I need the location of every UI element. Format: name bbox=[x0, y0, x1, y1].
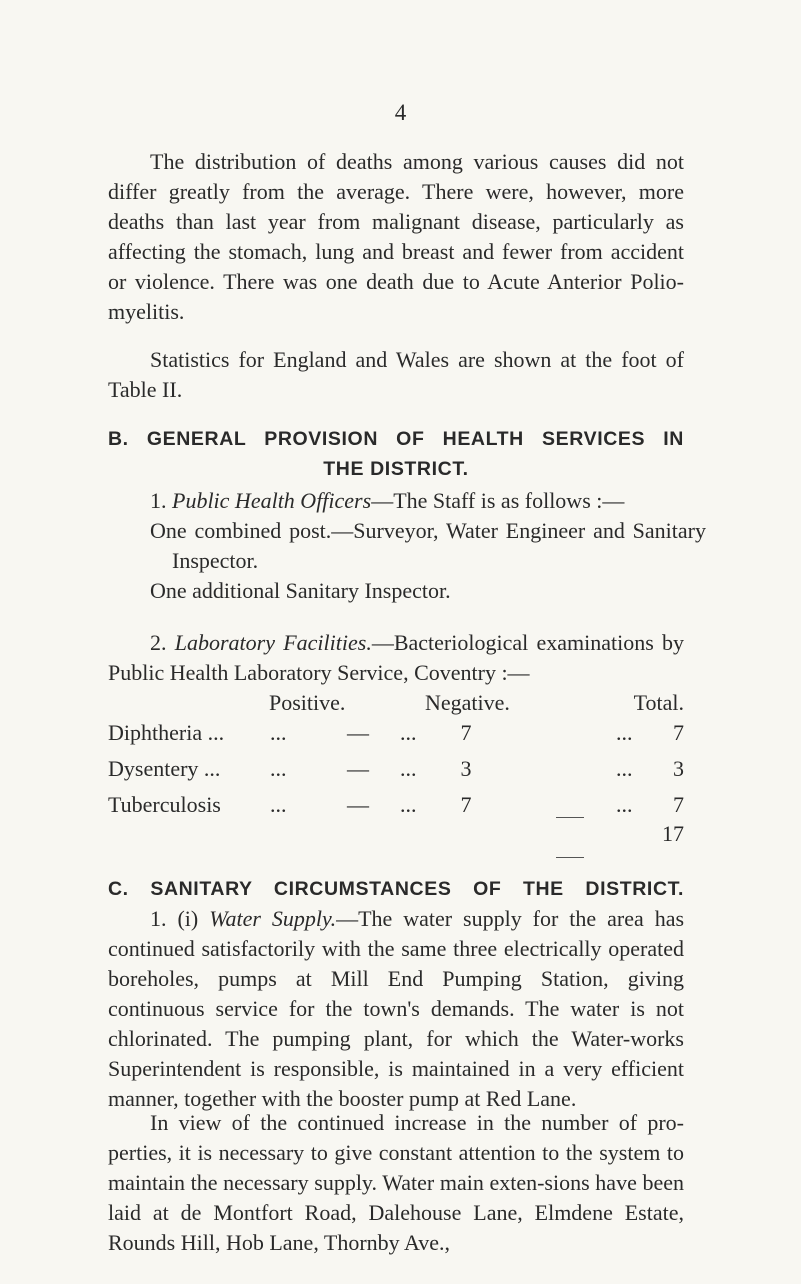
dot-leader: ... bbox=[270, 792, 287, 817]
dot-leader: ... bbox=[270, 720, 287, 745]
cell-total: 7 bbox=[673, 720, 684, 745]
table-row bbox=[108, 754, 684, 784]
table-header-row bbox=[108, 688, 684, 718]
section-b-heading-line2: THE DISTRICT. bbox=[323, 458, 469, 480]
total-rule-bottom bbox=[556, 857, 584, 858]
item-number: 2. bbox=[150, 630, 167, 655]
cell-positive: — bbox=[347, 720, 369, 745]
dot-leader: ... bbox=[400, 792, 417, 817]
dot-leader: ... bbox=[270, 756, 287, 781]
row-name: Diphtheria ... bbox=[108, 720, 225, 745]
header-total: Total. bbox=[633, 690, 684, 715]
table-row bbox=[108, 790, 684, 820]
dot-leader: ... bbox=[400, 756, 417, 781]
intro-paragraph-statistics: Statistics for England and Wales are shown at the foot of Table II. bbox=[108, 347, 684, 402]
dot-leader: ... bbox=[616, 720, 633, 745]
item-number: 1. bbox=[150, 906, 167, 931]
header-negative: Negative. bbox=[425, 690, 510, 715]
total-rule-top bbox=[556, 817, 584, 818]
item-title: Public Health Officers bbox=[172, 488, 372, 513]
item-subnumber: (i) bbox=[177, 906, 199, 931]
grand-total: 17 bbox=[662, 821, 684, 846]
water-mains-paragraph: In view of the continued increase in the number of pro-perties, it is necessary to give constant attention to the system to maintain the necessary supply. Water main exten-sions have been laid at de Montfort Road, Dalehouse Lane, Elmdene Estate, Rounds Hill, Hob Lane, Thornby Ave., bbox=[108, 1110, 684, 1255]
section-b-item1 bbox=[150, 486, 684, 516]
dot-leader: ... bbox=[616, 792, 633, 817]
cell-negative: 3 bbox=[460, 756, 472, 781]
page-number: 4 bbox=[394, 100, 407, 125]
item-title: Water Supply. bbox=[209, 906, 337, 931]
item-text: —The Staff is as follows :— bbox=[371, 488, 625, 513]
item-number: 1. bbox=[150, 488, 167, 513]
section-c-heading: C. SANITARY CIRCUMSTANCES OF THE DISTRICT. bbox=[108, 878, 684, 900]
row-name: Tuberculosis bbox=[108, 792, 221, 817]
table-row bbox=[108, 718, 684, 748]
cell-negative: 7 bbox=[460, 720, 472, 745]
section-b-heading bbox=[108, 424, 684, 484]
section-b-heading-line1: B. GENERAL PROVISION OF HEALTH SERVICES IN bbox=[108, 428, 684, 450]
cell-negative: 7 bbox=[460, 792, 472, 817]
header-positive: Positive. bbox=[269, 690, 346, 715]
row-name: Dysentery ... bbox=[108, 756, 221, 781]
cell-positive: — bbox=[347, 792, 369, 817]
cell-total: 3 bbox=[673, 756, 684, 781]
dot-leader: ... bbox=[400, 720, 417, 745]
lab-results-table bbox=[108, 658, 684, 817]
cell-total: 7 bbox=[673, 792, 684, 817]
item-title: Laboratory Facilities. bbox=[174, 630, 372, 655]
staff-combined-post: One combined post.—Surveyor, Water Engineer and Sanitary Inspector. bbox=[150, 518, 706, 573]
cell-positive: — bbox=[347, 756, 369, 781]
item-text: —The water supply for the area has continued satisfactorily with the same three electrically operated boreholes, pumps at Mill End Pumping Station, giving continuous service for the town's demands. The water is not chlorinated. The pumping plant, for which the Water-works Superintendent is responsible, is maintained in a very efficient manner, together with the booster pump at Red Lane. bbox=[108, 906, 685, 1111]
intro-paragraph-deaths: The distribution of deaths among various causes did not differ greatly from the average. There were, however, more deaths than last year from malignant disease, particularly as affecting the stomach, lung and breast and fewer from accident or violence. There was one death due to Acute Anterior Polio-myelitis. bbox=[108, 149, 684, 324]
dot-leader: ... bbox=[616, 756, 633, 781]
staff-additional-inspector: One additional Sanitary Inspector. bbox=[150, 578, 451, 603]
section-c-item1-water-supply bbox=[108, 904, 684, 1114]
item-text: —Bacteriological examinations by Public Health Laboratory Service, Coventry :— bbox=[108, 630, 685, 685]
